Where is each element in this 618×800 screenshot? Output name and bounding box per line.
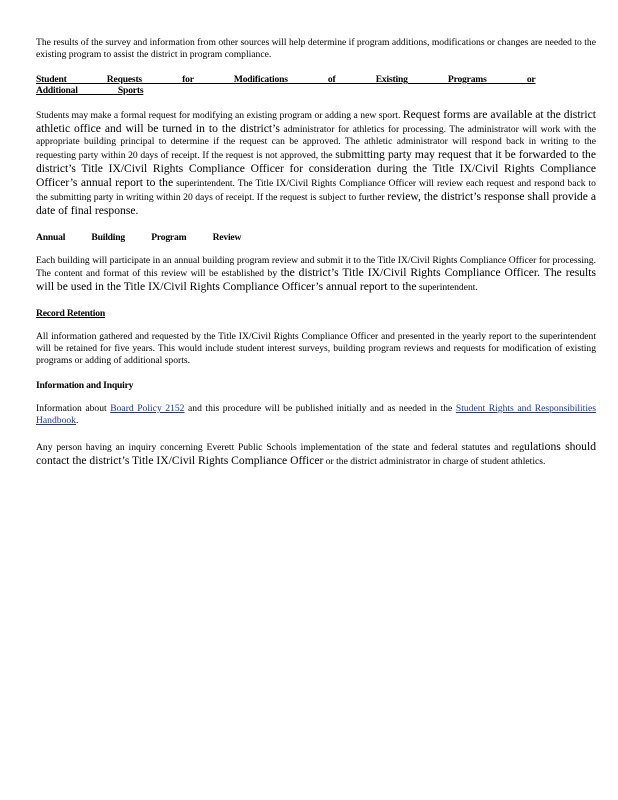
paragraph-inquiry-part-a: Any person having an inquiry concerning Everett Public Schools implementation of the state and federal statutes and reg	[36, 442, 525, 454]
paragraph-student-requests-part-d: submitting party may request that it be forwarded to the district’s Title IX/Civil Rights Compliance Officer for consideration during the Title IX/Civil Rights Compliance Officer’s annual report to the	[36, 147, 596, 189]
paragraph-annual-review-part-c: superintendent.	[418, 282, 478, 294]
paragraph-record-retention: All information gathered and requested by the Title IX/Civil Rights Compliance Officer and presented in the yearly report to the superintendent will be retained for five years. This would include student interest surveys, building program reviews and requests for modification of existing programs or adding of additional sports.	[36, 331, 596, 366]
heading-annual-review: Annual Building Program Review	[36, 231, 242, 243]
paragraph-annual-review-part-a: Each building will participate in an annual building program review and submit it to the Title IX/Civil Rights Compliance Officer for processing. The content and format of this review will be established by	[36, 254, 596, 280]
paragraph-information	[36, 403, 596, 426]
paragraph-student-requests-part-e: superintendent. The Title IX/Civil Rights Compliance Officer will review each request and respond back to the submitting party in writing within 20 days of receipt. If the request is subject to further	[36, 177, 596, 203]
paragraph-student-requests-part-a: Students may make a formal request for modifying an existing program or adding a new sport.	[36, 110, 401, 122]
paragraph-student-requests-part-f: review, the district’s response shall provide a date of final response.	[36, 189, 596, 217]
document-page	[36, 37, 596, 468]
paragraph-inquiry-part-b: ulations should contact the district’s Title IX/Civil Rights Compliance Officer	[36, 440, 597, 468]
paragraph-student-requests-part-b: Request forms are available at the district athletic office and will be turned in to the district’s	[36, 108, 596, 136]
heading-student-requests: Student Requests for Modifications of Existing Programs or Additional Sports	[36, 74, 536, 97]
heading-information-inquiry: Information and Inquiry	[36, 380, 134, 392]
handbook-link[interactable]: Student Rights and Responsibilities Handbook	[36, 403, 597, 426]
heading-record-retention: Record Retention	[36, 308, 106, 320]
paragraph-annual-review	[36, 255, 596, 295]
paragraph-student-requests-part-c: administrator for athletics for processing. The administrator will work with the appropriate building principal to determine if the request can be approved. The athletic administrator will respond back in writing to the requesting party within 20 days of receipt. If the request is not approved, the	[36, 124, 596, 161]
paragraph-inquiry-part-c: or the district administrator in charge of student athletics.	[325, 456, 546, 468]
paragraph-survey-results: The results of the survey and information from other sources will help determine if program additions, modifications or changes are needed to the existing program to assist the district in program compliance.	[36, 37, 596, 60]
paragraph-inquiry-contact	[36, 440, 596, 468]
paragraph-annual-review-part-b: the district’s Title IX/Civil Rights Compliance Officer. The results will be used in the Title IX/Civil Rights Compliance Officer’s annual report to the	[36, 266, 597, 294]
paragraph-information-part-c: .	[75, 414, 79, 426]
board-policy-link[interactable]: Board Policy 2152	[110, 403, 185, 415]
paragraph-information-part-a: Information about	[36, 403, 107, 415]
paragraph-information-part-b: and this procedure will be published initially and as needed in the	[188, 403, 453, 415]
paragraph-student-requests	[36, 108, 596, 218]
